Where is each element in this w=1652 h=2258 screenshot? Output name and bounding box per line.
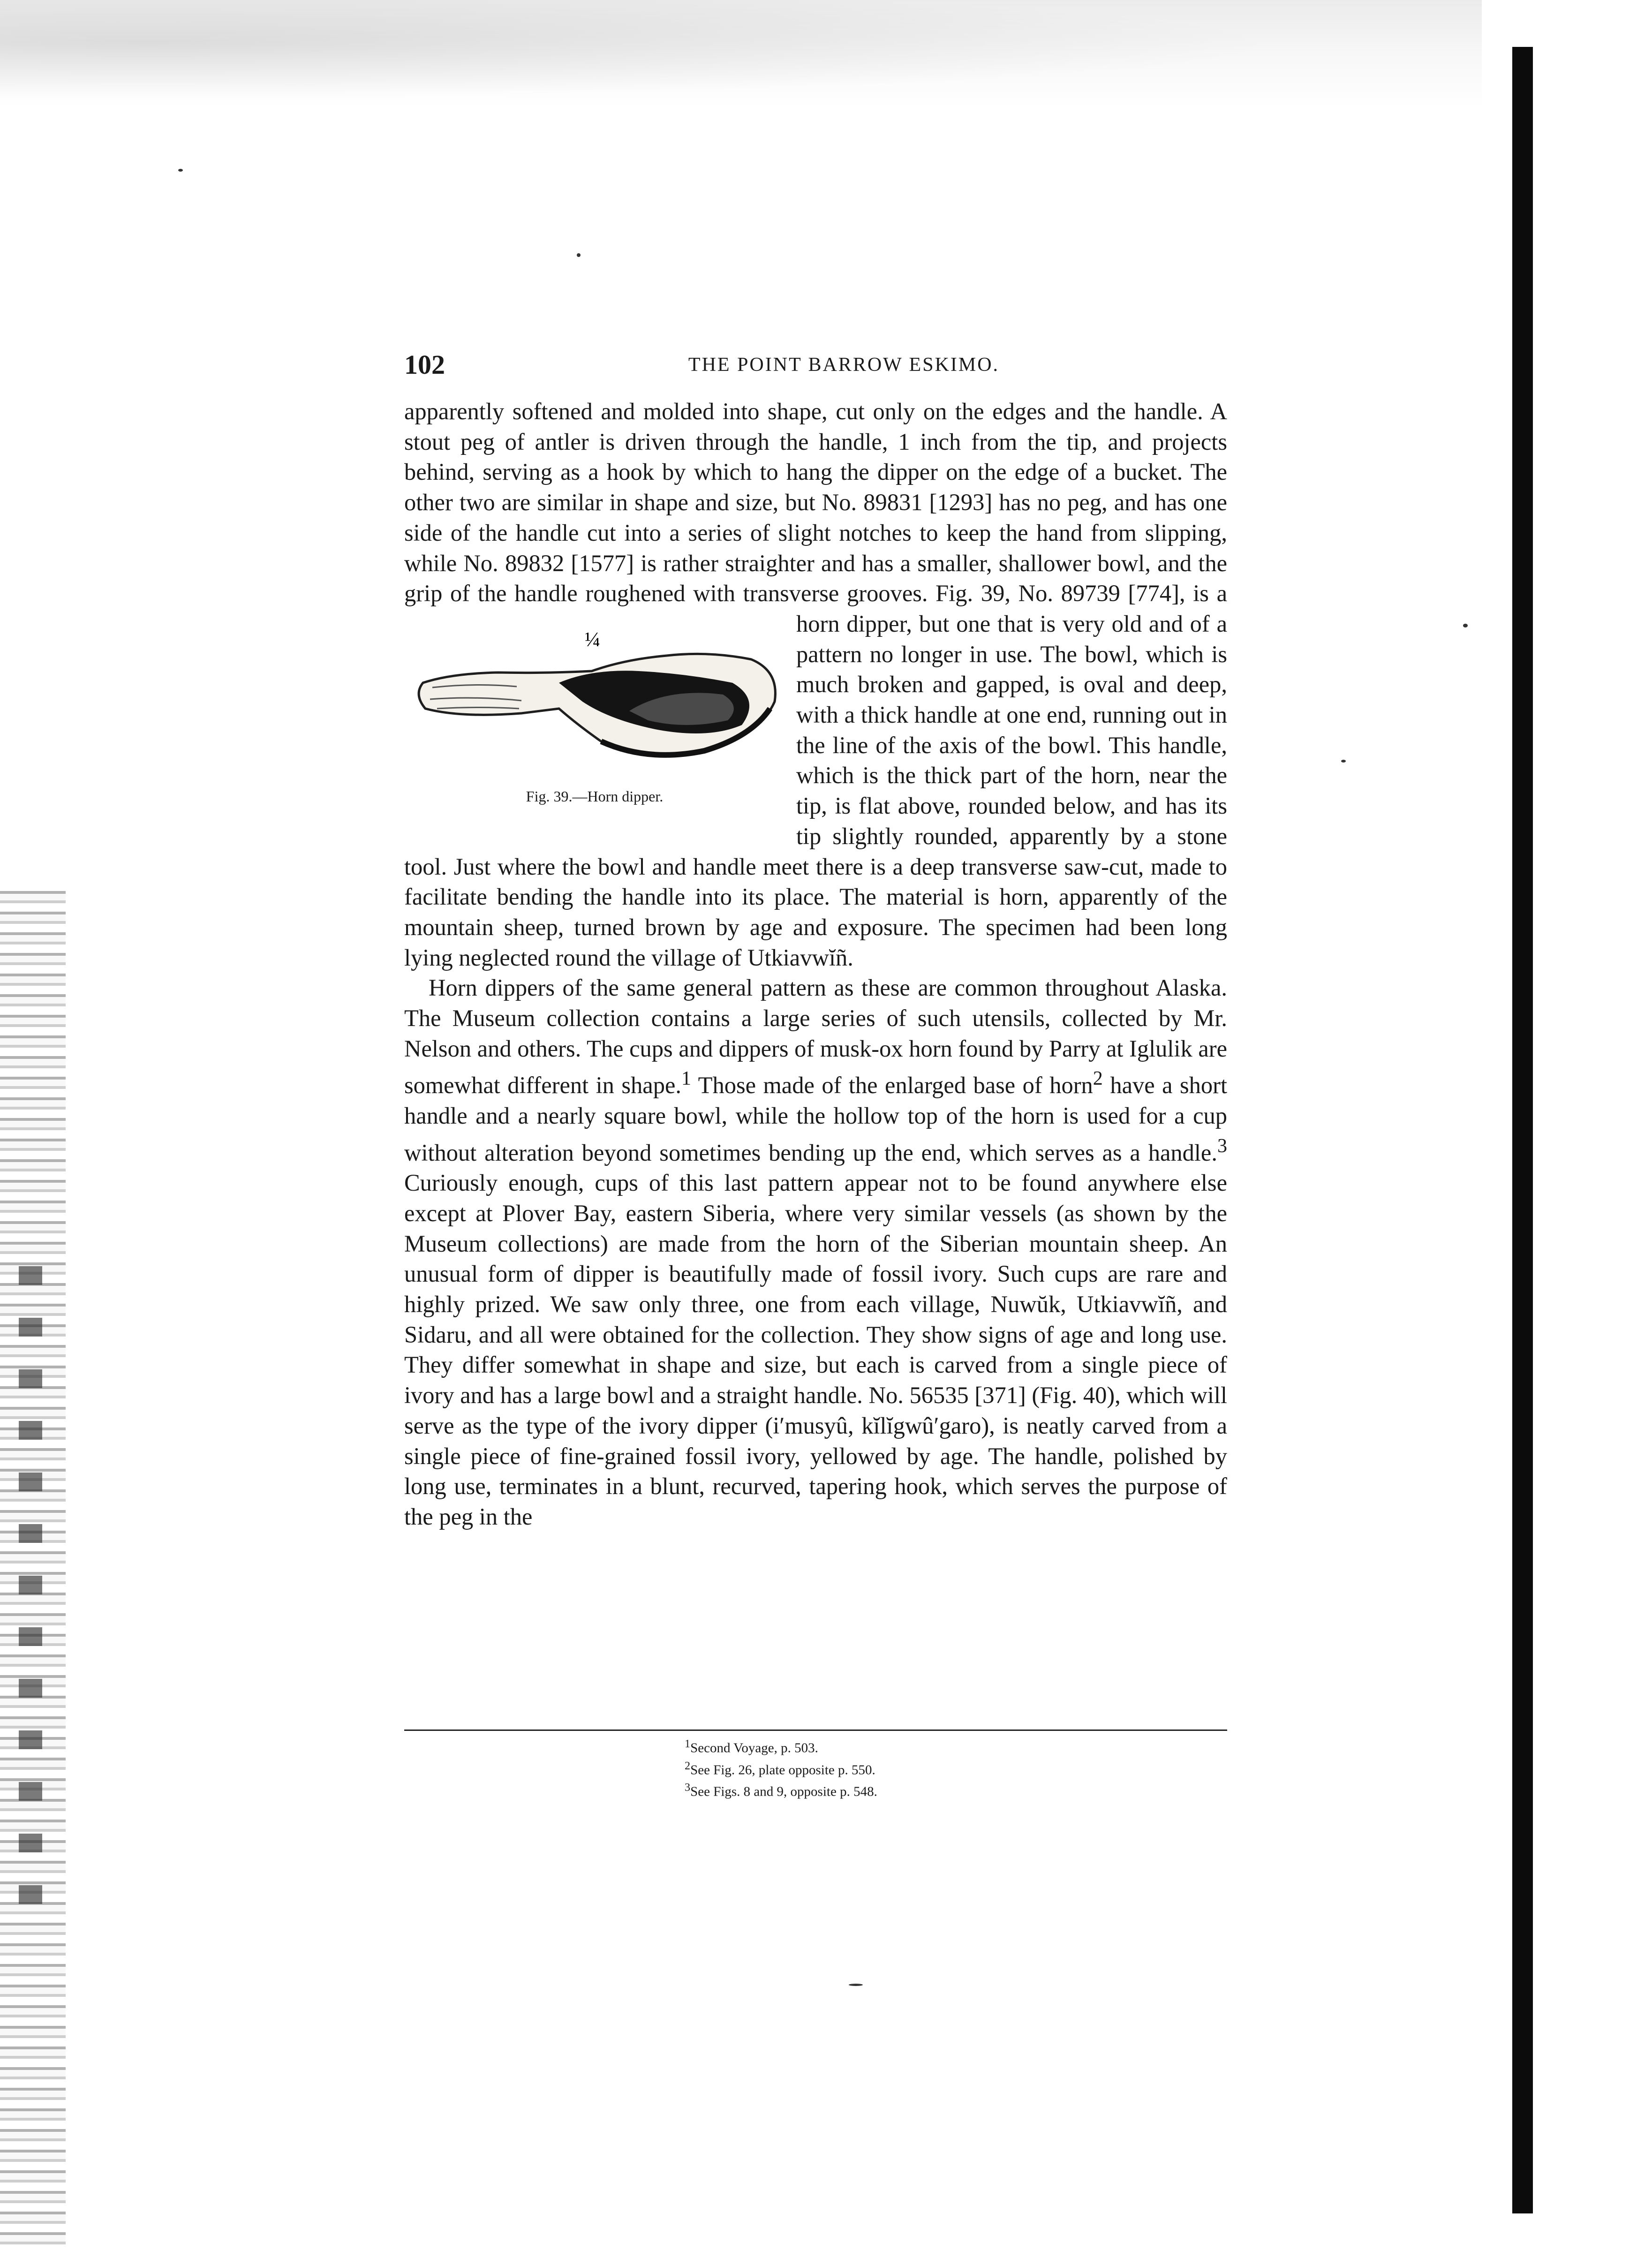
footnote-reference[interactable]: 3 — [1217, 1135, 1227, 1157]
scan-speck — [577, 253, 581, 257]
footnote-reference[interactable]: 2 — [1093, 1068, 1103, 1090]
figure-caption: Fig. 39.—Horn dipper. — [526, 787, 664, 805]
footnote — [685, 1779, 1200, 1801]
paragraph-continued — [404, 396, 1227, 973]
footnote-mark: 1 — [685, 1737, 691, 1750]
scan-speck — [1341, 760, 1346, 763]
footnotes — [685, 1735, 1200, 1801]
paragraph-text: Curiously enough, cups of this last pattern appear not to be found anywhere else except at Plover Bay, eastern Siberia, where very similar vessels (as shown by the Museum collections) are made from the horn of the Siberian mountain sheep. An unusual form of dipper is beautifully made of fossil ivory. Such cups are rare and highly prized. We saw only three, one from each village, Nuwŭk, Utkiavwĭñ, and Sidaru, and all were obtained for the collection. They show signs of age and long use. They differ somewhat in shape and size, but each is carved from a single piece of ivory and has a large bowl and a straight handle. No. 56535 [371] (Fig. 40), which will serve as the type of the ivory dipper (i′musyû, kĭlĭgwû′garo), is neatly carved from a single piece of fine-grained fossil ivory, yellowed by age. The handle, polished by long use, terminates in a blunt, recurved, tapering hook, which serves the purpose of the peg in the — [404, 1170, 1227, 1530]
scan-speck — [178, 169, 183, 172]
page-edge-shadow — [1512, 47, 1533, 2213]
footnote-text: See Figs. 8 and 9, opposite p. 548. — [690, 1784, 877, 1799]
footnote — [685, 1735, 1200, 1757]
footnote — [685, 1757, 1200, 1779]
body-text — [404, 396, 1227, 1532]
footnote-mark: 2 — [685, 1759, 691, 1772]
page-number: 102 — [404, 349, 445, 380]
figure-horn-dipper — [404, 612, 785, 819]
running-head — [404, 346, 1227, 384]
paragraph-horn-dippers — [404, 973, 1227, 1532]
footnote-mark: 3 — [685, 1781, 691, 1794]
footnote-rule — [404, 1729, 1227, 1731]
paragraph-text-after-figure: pattern no longer in use. The bowl, which is much broken and gapped, is oval and deep, with a thick handle at one end, running out in the line of the axis of the bowl. This handle, which is the thick part of the horn, near the tip, is flat above, rounded below, and has its tip slightly rounded, apparently by a stone tool. Just where the bowl and handle meet there is a deep transverse saw-cut, made to facilitate bending the handle into its place. The material is horn, apparently of the mountain sheep, turned brown by age and exposure. The specimen had been long lying neglected round the village of Utkiavwĭñ. — [404, 641, 1227, 971]
scan-binding-blocks — [19, 1266, 42, 1923]
scan-speck — [849, 1984, 863, 1986]
scale-mark: ¼ — [585, 627, 600, 651]
paragraph-text: have a short handle and a nearly square bowl, while the hollow top of the horn is used for a cup without alteration beyond sometimes bending up the end, which serves as a handle. — [404, 1072, 1228, 1166]
footnote-text: Second Voyage, p. 503. — [690, 1740, 818, 1756]
paragraph-text-before-figure: apparently softened and molded into shape, cut only on the edges and the handle. A stout peg of antler is driven through the handle, 1 inch from the tip, and projects behind, serving as a hook by which to hang the dipper on the edge of a bucket. The other two are similar in shape and size, but No. 89831 [1293] has no peg, and has one side of the handle cut into a series of slight notches to keep the hand from slipping, while No. 89832 [1577] is rather straighter and has a smaller, shallower bowl, and the grip of the handle roughened with transverse grooves. Fig. 39, No. 89739 [774], is a horn dipper, but one that is very old and of a — [404, 398, 1227, 637]
paragraph-text: Those made of the enlarged base of horn — [691, 1072, 1093, 1099]
footnote-text: See Fig. 26, plate opposite p. 550. — [690, 1762, 875, 1778]
running-title: THE POINT BARROW ESKIMO. — [688, 354, 1000, 376]
footnote-reference[interactable]: 1 — [681, 1068, 692, 1090]
paragraph-text: Horn dippers of the same general pattern as these are common throughout Alaska. The Museum collection contains a large series of such utensils, collected by Mr. Nelson and others. The cups and dippers of musk-ox horn found by Parry at Iglulik are somewhat different in shape. — [404, 974, 1227, 1099]
scan-speck — [1463, 624, 1468, 627]
horn-dipper-illustration — [404, 612, 785, 786]
scan-shadow-top — [0, 0, 1482, 108]
